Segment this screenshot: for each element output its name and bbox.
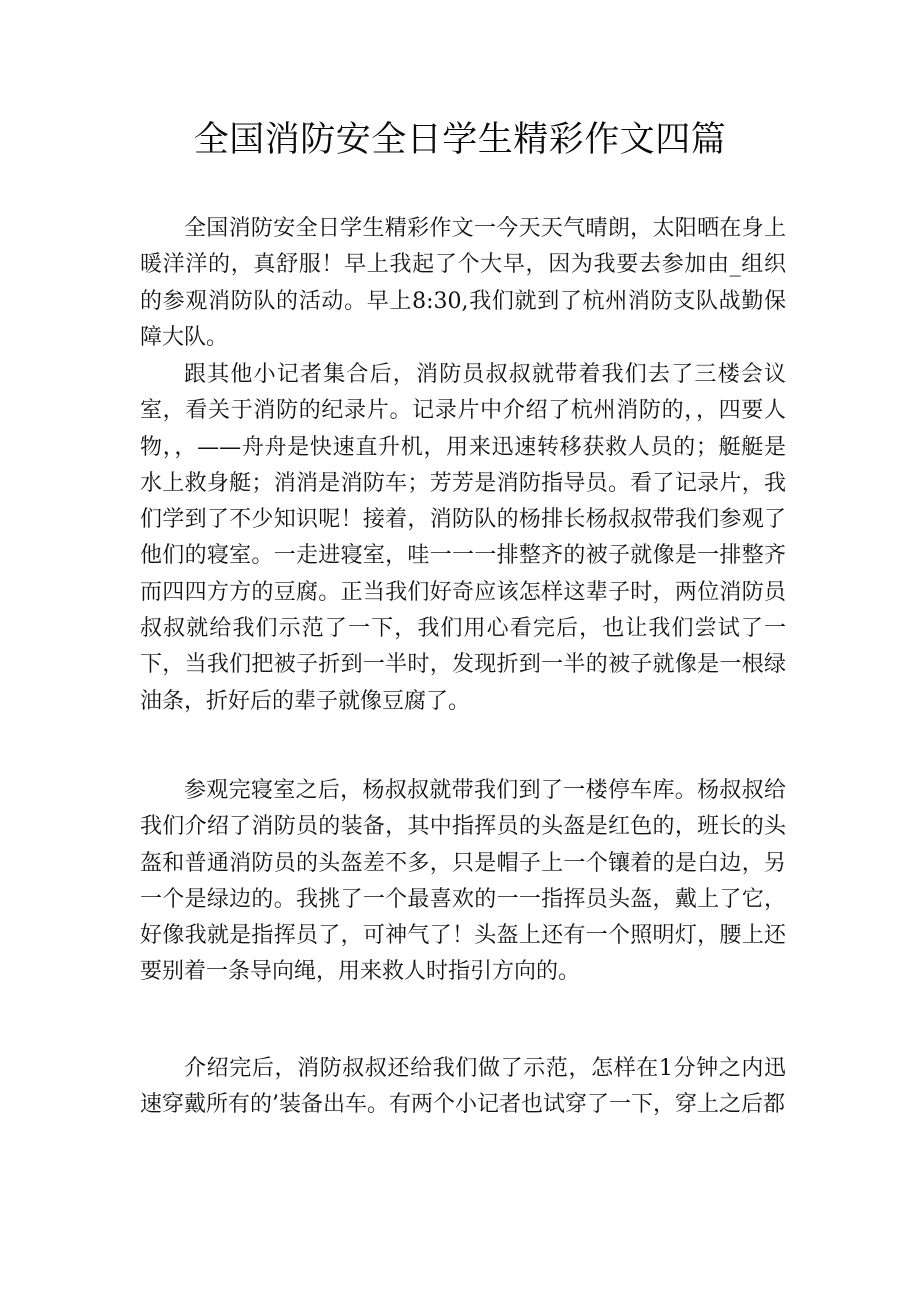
document-title: 全国消防安全日学生精彩作文四篇 [193,120,727,160]
paragraph-3: 参观完寝室之后，杨叔叔就带我们到了一楼停车库。杨叔叔给我们介绍了消防员的装备，其中指挥员的头盔是红色的，班长的头盔和普通消防员的头盔差不多，只是帽子上一个镶着的是白边，另一个是绿边的。我挑了一个最喜欢的一一指挥员头盔，戴上了它，好像我就是指挥员了，可神气了！头盔上还有一个照明灯，腰上还要别着一条导向绳，用来救人时指引方向的。 [140,778,786,985]
paragraph-2: 跟其他小记者集合后，消防员叔叔就带着我们去了三楼会议室，看关于消防的纪录片。记录片中介绍了杭州消防的，，四要人物，，——舟舟是快速直升机，用来迅速转移获救人员的；艇艇是水上救身艇；消消是消防车；芳芳是消防指导员。看了记录片，我们学到了不少知识呢！接着，消防队的杨排长杨叔叔带我们参观了他们的寝室。一走进寝室，哇一一一排整齐的被子就像是一排整齐而四四方方的豆腐。正当我们好奇应该怎样这辈子时，两位消防员叔叔就给我们示范了一下，我们用心看完后，也让我们尝试了一下，当我们把被子折到一半时，发现折到一半的被子就像是一根绿油条，折好后的辈子就像豆腐了。 [140,362,786,714]
paragraph-1: 全国消防安全日学生精彩作文一今天天气晴朗，太阳晒在身上暖洋洋的，真舒服！早上我起了个大早，因为我要去参加由_组织的参观消防队的活动。早上8:30,我们就到了杭州消防支队战勤保障大队。 [140,216,786,350]
paragraph-4: 介绍完后，消防叔叔还给我们做了示范，怎样在1分钟之内迅速穿戴所有的’装备出车。有两个小记者也试穿了一下，穿上之后都 [140,1056,786,1118]
